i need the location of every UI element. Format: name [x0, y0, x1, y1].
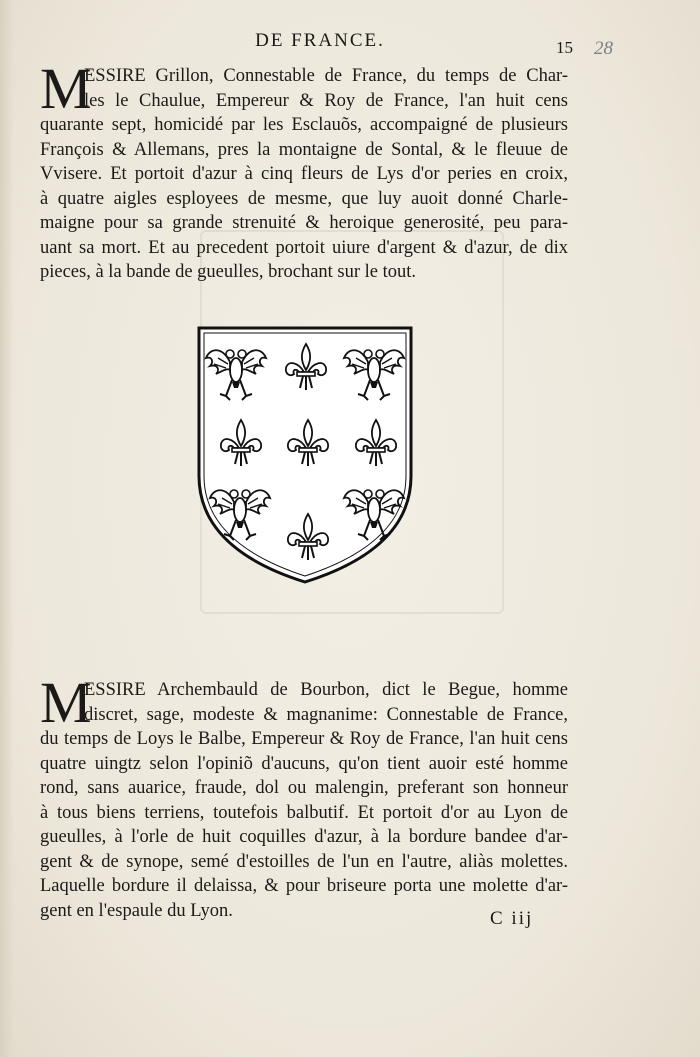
text-line: gent & de synope, semé d'estoilles de l'un en l'autre, aliàs molettes. [40, 851, 568, 872]
text-line: ESSIRE Archembauld de Bourbon, dict le Begue, homme [84, 680, 568, 700]
text-line: gent en l'espaule du Lyon. [40, 900, 233, 921]
handwritten-page-number: 28 [594, 38, 613, 59]
text-line: du temps de Loys le Balbe, Empereur & Roy de France, l'an huit cens [40, 729, 568, 749]
text-line: maigne pour sa grande strenuité & heroique generosité, peu para- [40, 213, 568, 233]
text-line: à tous biens terriens, toutefois balbutif. Et portoit d'or au Lyon de [40, 802, 568, 823]
text-line: quatre uingtz selon l'opiniõ d'aucuns, qu'on tient auoir esté homme [40, 753, 568, 774]
folio-number: 15 [556, 38, 573, 57]
text-line: Vvisere. Et portoit d'azur à cinq fleurs de Lys d'or peries en croix, [40, 164, 568, 184]
text-line: gueulles, à l'orle de huit coquilles d'azur, à la bordure bandee d'ar- [40, 827, 568, 847]
running-title: DE FRANCE. [255, 30, 385, 51]
drop-cap: M [40, 56, 92, 121]
text-line: rond, sans auarice, fraude, dol ou malengin, preferant son honneur [40, 778, 568, 798]
text-line: Laquelle bordure il delaissa, & pour briseure porta une molette d'ar- [40, 876, 568, 896]
text-line: les le Chaulue, Empereur & Roy de France, l'an huit cens [84, 90, 568, 111]
text-line: quarante sept, homicidé par les Esclauõs, accompaigné de plusieurs [40, 115, 568, 135]
text-line: François & Allemans, pres la montaigne de Sontal, & le fleuue de [40, 139, 568, 160]
text-line: discret, sage, modeste & magnanime: Connestable de France, [84, 704, 568, 725]
coat-of-arms-image [196, 326, 414, 584]
entry-archembauld [40, 670, 568, 923]
signature-mark: C iij [490, 908, 534, 929]
text-line: uant sa mort. Et au precedent portoit uiure d'argent & d'azur, de dix [40, 237, 568, 258]
drop-cap: M [40, 670, 92, 735]
entry-grillon [40, 56, 568, 285]
text-line: ESSIRE Grillon, Connestable de France, du temps de Char- [84, 66, 568, 86]
text-line: à quatre aigles esployees de mesme, que luy auoit donné Charle- [40, 188, 568, 209]
text-line: pieces, à la bande de gueulles, brochant sur le tout. [40, 262, 417, 282]
page-gutter-shadow [0, 0, 14, 1057]
